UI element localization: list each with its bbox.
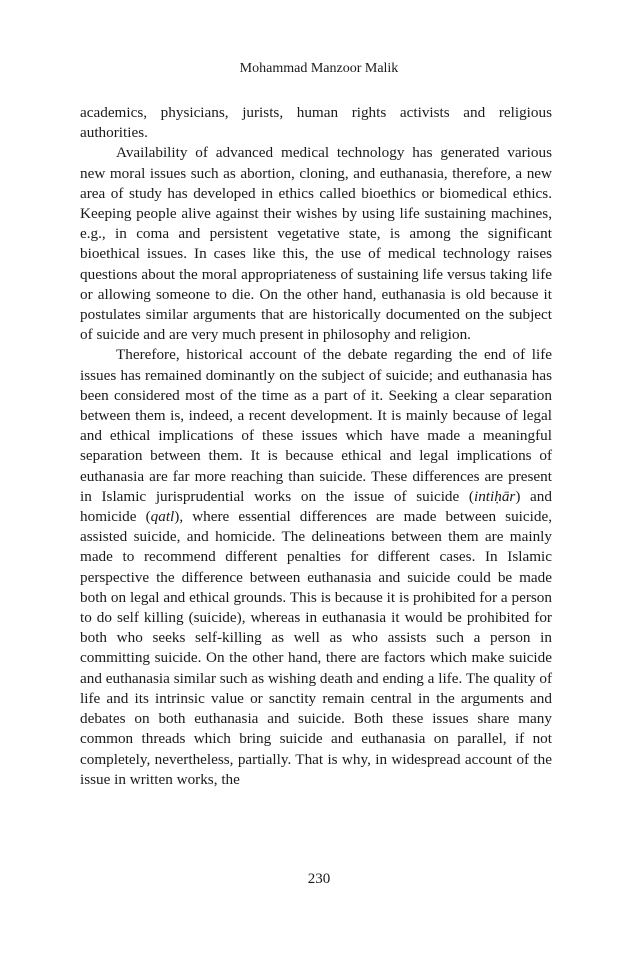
arabic-term-homicide: qatl (150, 508, 175, 526)
running-header: Mohammad Manzoor Malik (239, 61, 399, 76)
page-number: 230 (307, 871, 331, 887)
paragraph-text-part: ) and homicide ( (80, 487, 552, 526)
paragraph-continuation: academics, physicians, jurists, human rights activists and religious authorities. (80, 104, 552, 142)
paragraph-historical-account (80, 345, 552, 789)
paragraph-medical-technology: Availability of advanced medical technology has generated various new moral issues such as abortion, cloning, and euthanasia, therefore, a new area of study has developed in ethics called bioethics or biomedical ethics. Keeping people alive against their wishes by using life sustaining machines, e.g., in coma and persistent vegetative state, is among the significant bioethical issues. In cases like this, the use of medical technology raises questions about the moral appropriateness of sustaining life versus taking life or allowing someone to die. On the other hand, euthanasia is old because it postulates similar arguments that are historically documented on the subject of suicide and are very much present in philosophy and religion. (80, 144, 552, 344)
body-text (80, 103, 552, 790)
arabic-term-suicide: intiḥār (473, 487, 516, 505)
paragraph-text-part: ), where essential differences are made between suicide, assisted suicide, and homicide. The delineations between them are mainly made to recommend different penalties for different cases. In Islamic perspective the difference between euthanasia and suicide could be made both on legal and ethical grounds. This is because it is prohibited for a person to do self killing (suicide), whereas in euthanasia it would be prohibited for both who seeks self-killing as well as who assists such a person in committing suicide. On the other hand, there are factors which make suicide and euthanasia similar such as wishing death and ending a life. The quality of life and its intrinsic value or sanctity remain central in the arguments and debates on both euthanasia and suicide. Both these issues share many common threads which bring suicide and euthanasia on parallel, if not completely, nevertheless, partially. That is why, in widespread account of the issue in written works, the (80, 508, 552, 788)
paragraph-text-part: Therefore, historical account of the debate regarding the end of life issues has remained dominantly on the subject of suicide; and euthanasia has been considered most of the time as a part of it. Seeking a clear separation between them is, indeed, a recent development. It is mainly because of legal and ethical implications of these issues which have made a meaningful separation between them. It is because ethical and legal implications of euthanasia are far more reaching than suicide. These differences are present in Islamic jurisprudential works on the issue of suicide ( (80, 346, 552, 505)
